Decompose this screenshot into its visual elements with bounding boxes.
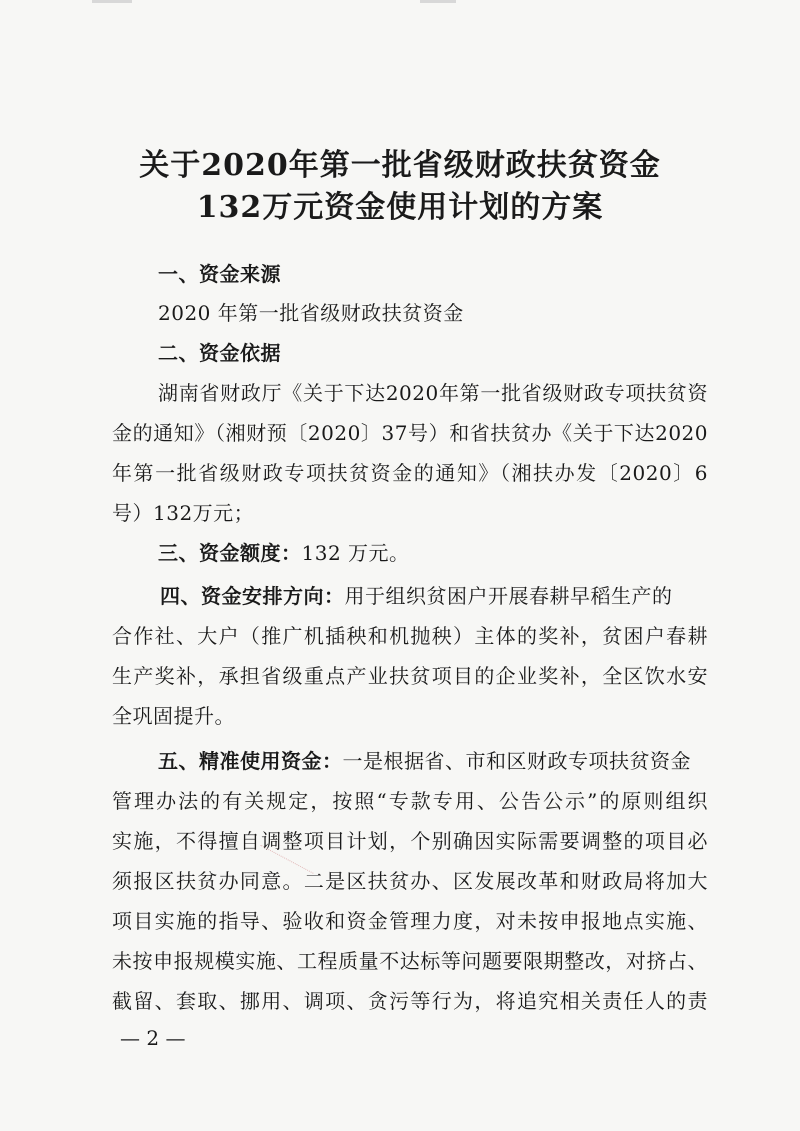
- section-heading-funding-direction: 四、资金安排方向：: [160, 584, 345, 608]
- section-body-funding-source: 2020 年第一批省级财政扶贫资金: [158, 301, 464, 325]
- paragraph-line: 合作社、大户（推广机插秧和机抛秧）主体的奖补，贫困户春耕: [112, 624, 708, 648]
- paragraph-line: 年第一批省级财政专项扶贫资金的通知》（湘扶办发〔2020〕6: [112, 461, 708, 485]
- section-funding-amount: [158, 541, 410, 565]
- page-number: — 2 —: [120, 1026, 186, 1050]
- paragraph-line: 实施，不得擅自调整项目计划，个别确因实际需要调整的项目必: [112, 829, 708, 853]
- section-funding-direction: [160, 584, 673, 608]
- paragraph-line: 湖南省财政厅《关于下达2020年第一批省级财政专项扶贫资: [158, 381, 708, 405]
- section-heading-funding-basis: 二、资金依据: [158, 341, 281, 365]
- paragraph-line: 全巩固提升。: [112, 704, 235, 728]
- document-title-line-1: 关于2020年第一批省级财政扶贫资金: [139, 148, 661, 183]
- paragraph-line: 生产奖补，承担省级重点产业扶贫项目的企业奖补，全区饮水安: [112, 664, 708, 688]
- scan-artifact: [420, 0, 456, 3]
- section-heading-funding-amount: 三、资金额度：: [158, 541, 302, 565]
- scan-artifact: [92, 0, 132, 3]
- paragraph-line: 项目实施的指导、验收和资金管理力度，对未按申报地点实施、: [112, 909, 708, 933]
- paragraph-line: 须报区扶贫办同意。二是区扶贫办、区发展改革和财政局将加大: [112, 869, 708, 893]
- section-precise-use: [158, 749, 691, 773]
- paragraph-line: 号）132万元；: [112, 501, 255, 525]
- funding-amount-value: 132 万元。: [301, 541, 410, 565]
- section-heading-precise-use: 五、精准使用资金：: [158, 749, 343, 773]
- paragraph-line: 管理办法的有关规定，按照“专款专用、公告公示”的原则组织: [112, 789, 708, 813]
- paragraph-line: 金的通知》（湘财预〔2020〕37号）和省扶贫办《关于下达2020: [112, 421, 708, 445]
- paragraph-line: 未按申报规模实施、工程质量不达标等问题要限期整改，对挤占、: [112, 949, 708, 973]
- precise-use-first-line: 一是根据省、市和区财政专项扶贫资金: [342, 749, 691, 773]
- paragraph-line: 截留、套取、挪用、调项、贪污等行为，将追究相关责任人的责: [112, 989, 708, 1013]
- document-title-line-2: 132万元资金使用计划的方案: [196, 190, 604, 225]
- funding-direction-first-line: 用于组织贫困户开展春耕早稻生产的: [344, 584, 673, 608]
- section-heading-funding-source: 一、资金来源: [158, 262, 281, 286]
